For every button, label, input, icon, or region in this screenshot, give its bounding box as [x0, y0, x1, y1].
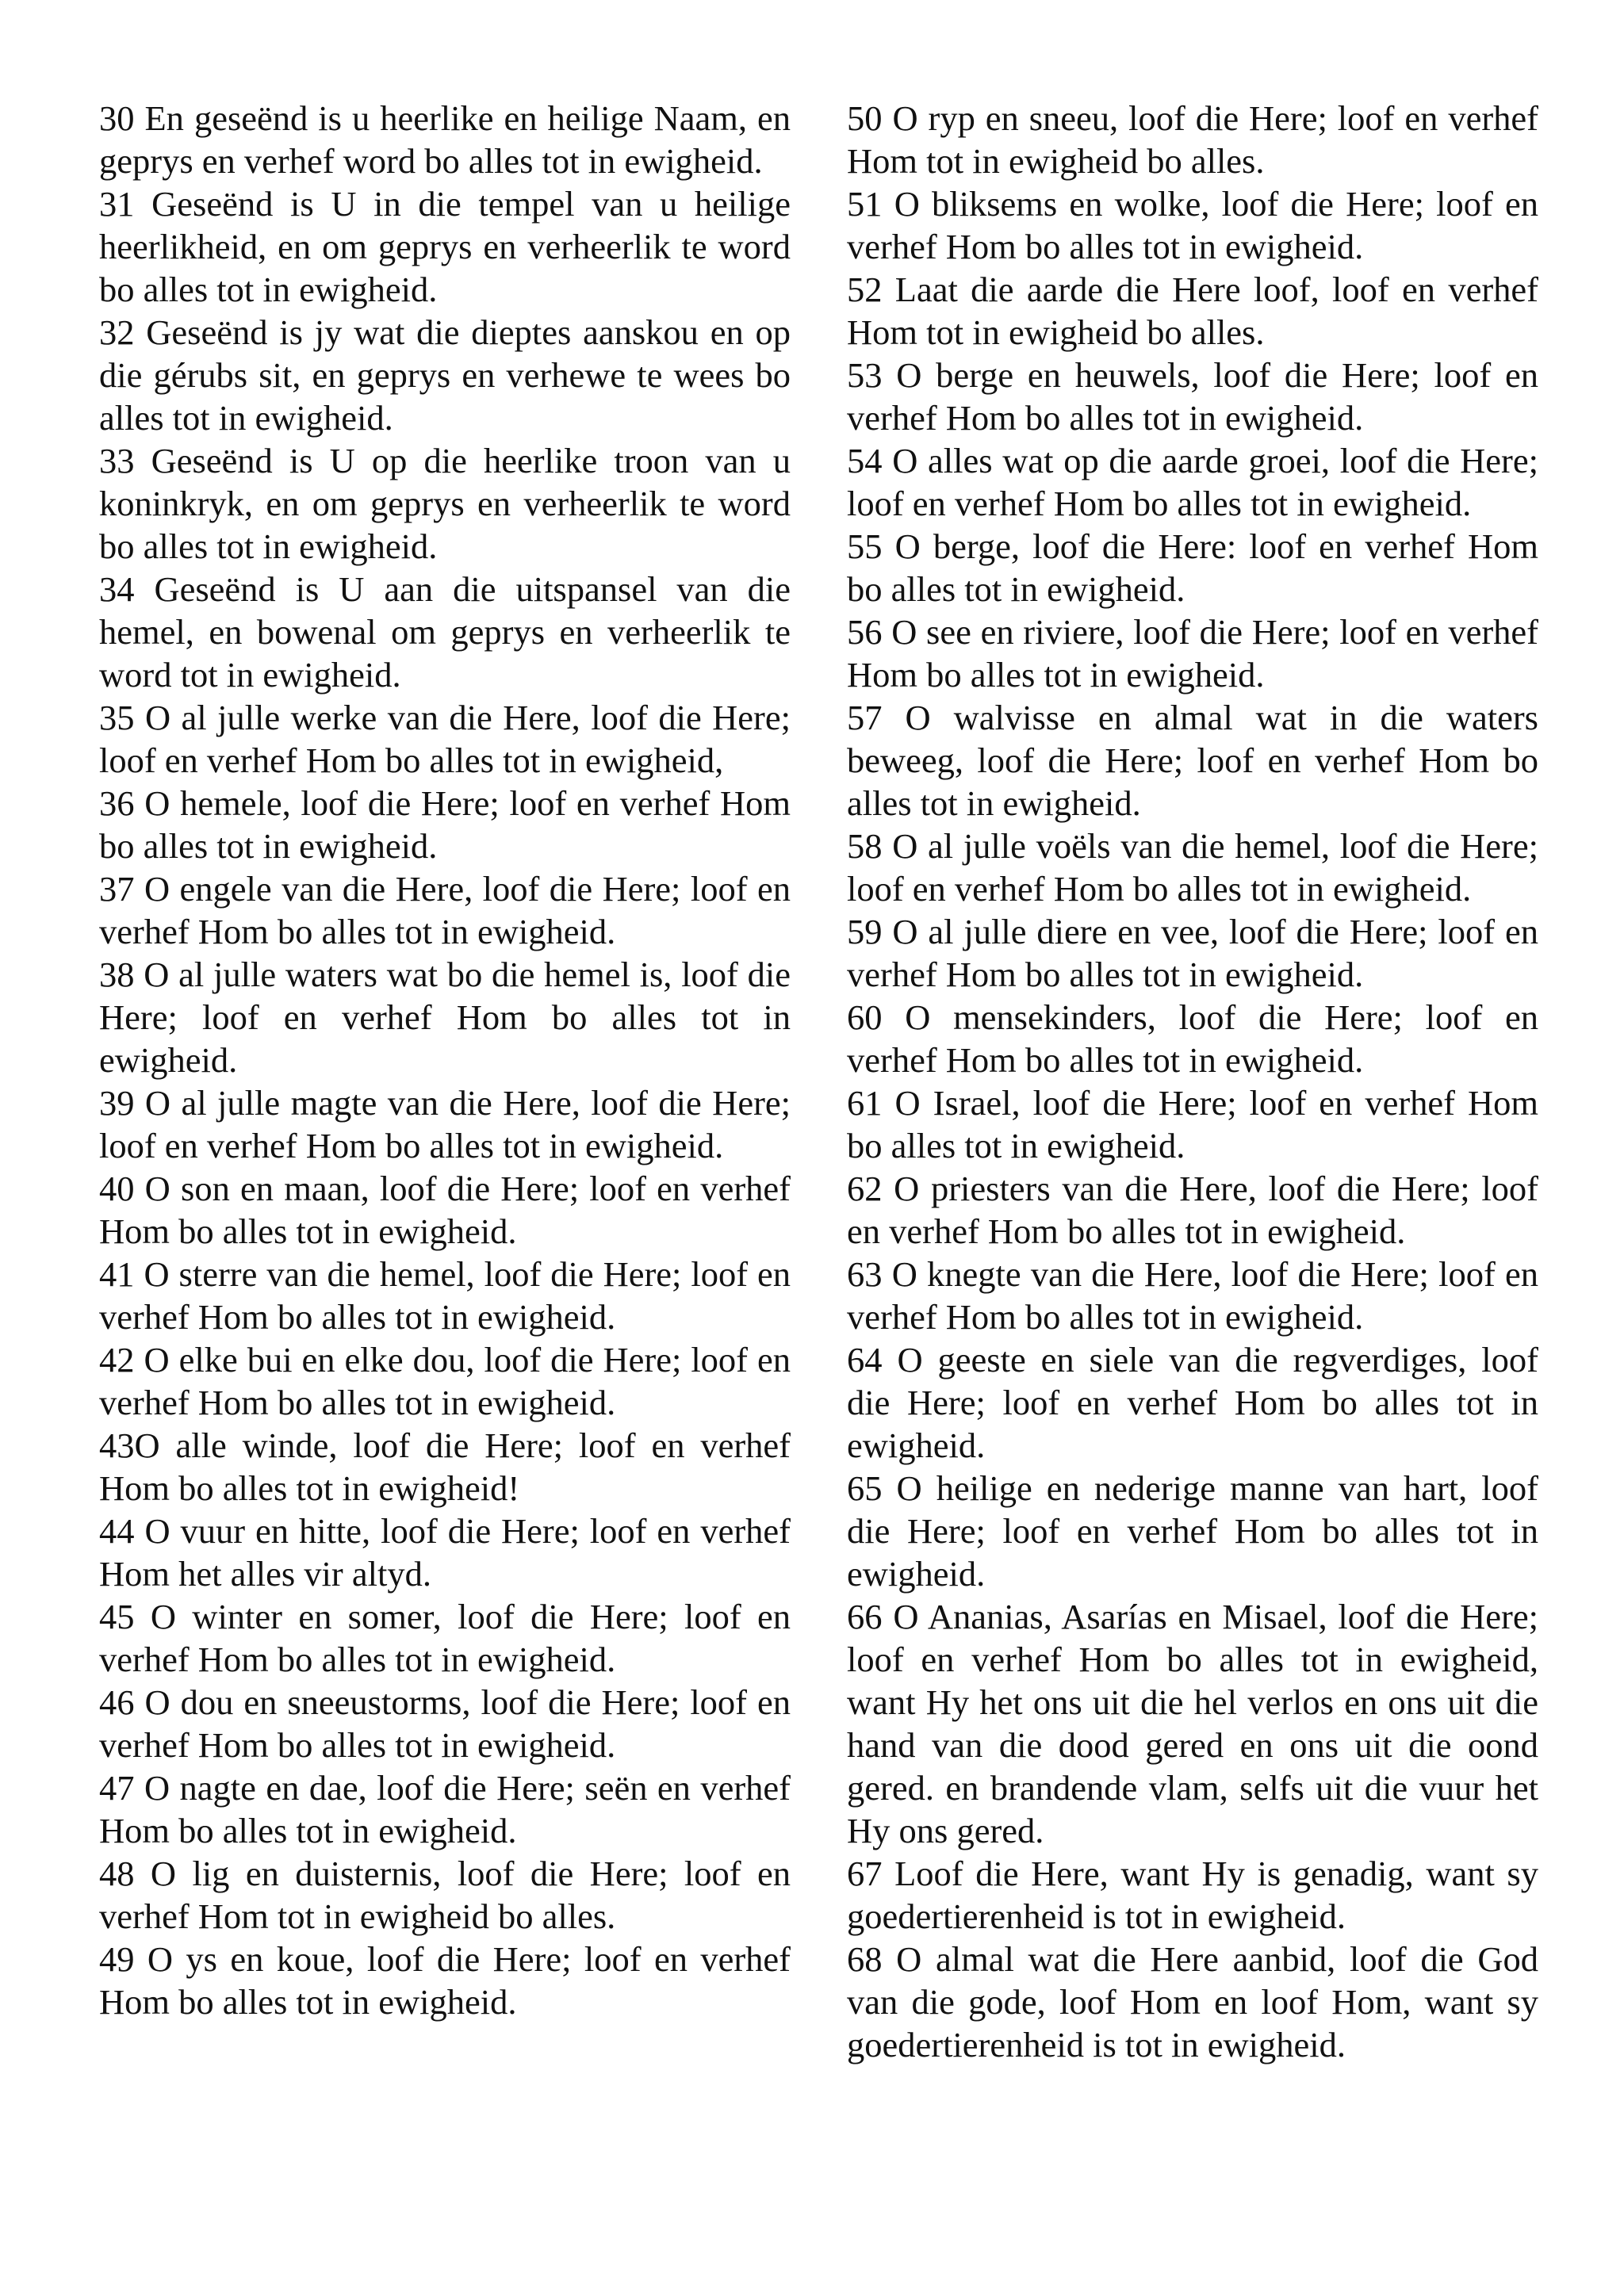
verse-paragraph: 49 O ys en koue, loof die Here; loof en verhef Hom bo alles tot in ewigheid. — [99, 1939, 791, 2022]
right-column — [847, 97, 1538, 2066]
verse-paragraph: 53 O berge en heuwels, loof die Here; loof en verhef Hom bo alles tot in ewigheid. — [847, 355, 1538, 438]
verse-paragraph: 44 O vuur en hitte, loof die Here; loof en verhef Hom het alles vir altyd. — [99, 1511, 791, 1594]
verse-paragraph: 62 O priesters van die Here, loof die Here; loof en verhef Hom bo alles tot in ewigheid. — [847, 1169, 1538, 1251]
verse-paragraph: 35 O al julle werke van die Here, loof die Here; loof en verhef Hom bo alles tot in ewigheid, — [99, 698, 791, 780]
verse-paragraph: 46 O dou en sneeustorms, loof die Here; loof en verhef Hom bo alles tot in ewigheid. — [99, 1682, 791, 1765]
verse-paragraph: 34 Geseënd is U aan die uitspansel van die hemel, en bowenal om geprys en verheerlik te word tot in ewigheid. — [99, 569, 791, 695]
verse-paragraph: 36 O hemele, loof die Here; loof en verhef Hom bo alles tot in ewigheid. — [99, 783, 791, 866]
verse-paragraph: 32 Geseënd is jy wat die dieptes aanskou en op die gérubs sit, en geprys en verhewe te wees bo alles tot in ewigheid. — [99, 312, 791, 438]
verse-paragraph: 54 O alles wat op die aarde groei, loof die Here; loof en verhef Hom bo alles tot in ewigheid. — [847, 441, 1538, 523]
verse-paragraph: 42 O elke bui en elke dou, loof die Here; loof en verhef Hom bo alles tot in ewigheid. — [99, 1340, 791, 1422]
verse-paragraph: 55 O berge, loof die Here: loof en verhef Hom bo alles tot in ewigheid. — [847, 526, 1538, 609]
verse-paragraph: 31 Geseënd is U in die tempel van u heilige heerlikheid, en om geprys en verheerlik te word bo alles tot in ewigheid. — [99, 184, 791, 309]
verse-paragraph: 40 O son en maan, loof die Here; loof en verhef Hom bo alles tot in ewigheid. — [99, 1169, 791, 1251]
verse-paragraph: 63 O knegte van die Here, loof die Here; loof en verhef Hom bo alles tot in ewigheid. — [847, 1254, 1538, 1337]
verse-paragraph: 39 O al julle magte van die Here, loof die Here; loof en verhef Hom bo alles tot in ewigheid. — [99, 1083, 791, 1165]
verse-paragraph: 51 O bliksems en wolke, loof die Here; loof en verhef Hom bo alles tot in ewigheid. — [847, 184, 1538, 266]
verse-paragraph: 50 O ryp en sneeu, loof die Here; loof en verhef Hom tot in ewigheid bo alles. — [847, 98, 1538, 181]
verse-paragraph: 48 O lig en duisternis, loof die Here; loof en verhef Hom tot in ewigheid bo alles. — [99, 1854, 791, 1936]
verse-paragraph: 38 O al julle waters wat bo die hemel is, loof die Here; loof en verhef Hom bo alles tot in ewigheid. — [99, 955, 791, 1080]
left-column — [99, 97, 791, 2023]
verse-paragraph: 47 O nagte en dae, loof die Here; seën en verhef Hom bo alles tot in ewigheid. — [99, 1768, 791, 1850]
verse-paragraph: 33 Geseënd is U op die heerlike troon van u koninkryk, en om geprys en verheerlik te word bo alles tot in ewigheid. — [99, 441, 791, 566]
verse-paragraph: 58 O al julle voëls van die hemel, loof die Here; loof en verhef Hom bo alles tot in ewigheid. — [847, 826, 1538, 909]
verse-paragraph: 68 O almal wat die Here aanbid, loof die God van die gode, loof Hom en loof Hom, want sy goedertierenheid is tot in ewigheid. — [847, 1939, 1538, 2064]
verse-paragraph: 43O alle winde, loof die Here; loof en verhef Hom bo alles tot in ewigheid! — [99, 1425, 791, 1508]
verse-paragraph: 52 Laat die aarde die Here loof, loof en verhef Hom tot in ewigheid bo alles. — [847, 270, 1538, 352]
verse-paragraph: 67 Loof die Here, want Hy is genadig, want sy goedertierenheid is tot in ewigheid. — [847, 1854, 1538, 1936]
verse-paragraph: 45 O winter en somer, loof die Here; loof en verhef Hom bo alles tot in ewigheid. — [99, 1597, 791, 1679]
verse-paragraph: 60 O mensekinders, loof die Here; loof en verhef Hom bo alles tot in ewigheid. — [847, 997, 1538, 1080]
verse-paragraph: 57 O walvisse en almal wat in die waters beweeg, loof die Here; loof en verhef Hom bo alles tot in ewigheid. — [847, 698, 1538, 823]
verse-paragraph: 56 O see en riviere, loof die Here; loof en verhef Hom bo alles tot in ewigheid. — [847, 612, 1538, 695]
verse-paragraph: 37 O engele van die Here, loof die Here; loof en verhef Hom bo alles tot in ewigheid. — [99, 869, 791, 951]
verse-paragraph: 65 O heilige en nederige manne van hart, loof die Here; loof en verhef Hom bo alles tot in ewigheid. — [847, 1468, 1538, 1594]
verse-paragraph: 66 O Ananias, Asarías en Misael, loof die Here; loof en verhef Hom bo alles tot in ewigheid, want Hy het ons uit die hel verlos en ons uit die hand van die dood gered en ons uit die oond gered. en brandende vlam, selfs uit die vuur het Hy ons gered. — [847, 1597, 1538, 1850]
verse-paragraph: 64 O geeste en siele van die regverdiges, loof die Here; loof en verhef Hom bo alles tot in ewigheid. — [847, 1340, 1538, 1465]
verse-paragraph: 59 O al julle diere en vee, loof die Here; loof en verhef Hom bo alles tot in ewigheid. — [847, 912, 1538, 994]
verse-paragraph: 30 En geseënd is u heerlike en heilige Naam, en geprys en verhef word bo alles tot in ewigheid. — [99, 98, 791, 181]
verse-paragraph: 61 O Israel, loof die Here; loof en verhef Hom bo alles tot in ewigheid. — [847, 1083, 1538, 1165]
verse-paragraph: 41 O sterre van die hemel, loof die Here; loof en verhef Hom bo alles tot in ewigheid. — [99, 1254, 791, 1337]
